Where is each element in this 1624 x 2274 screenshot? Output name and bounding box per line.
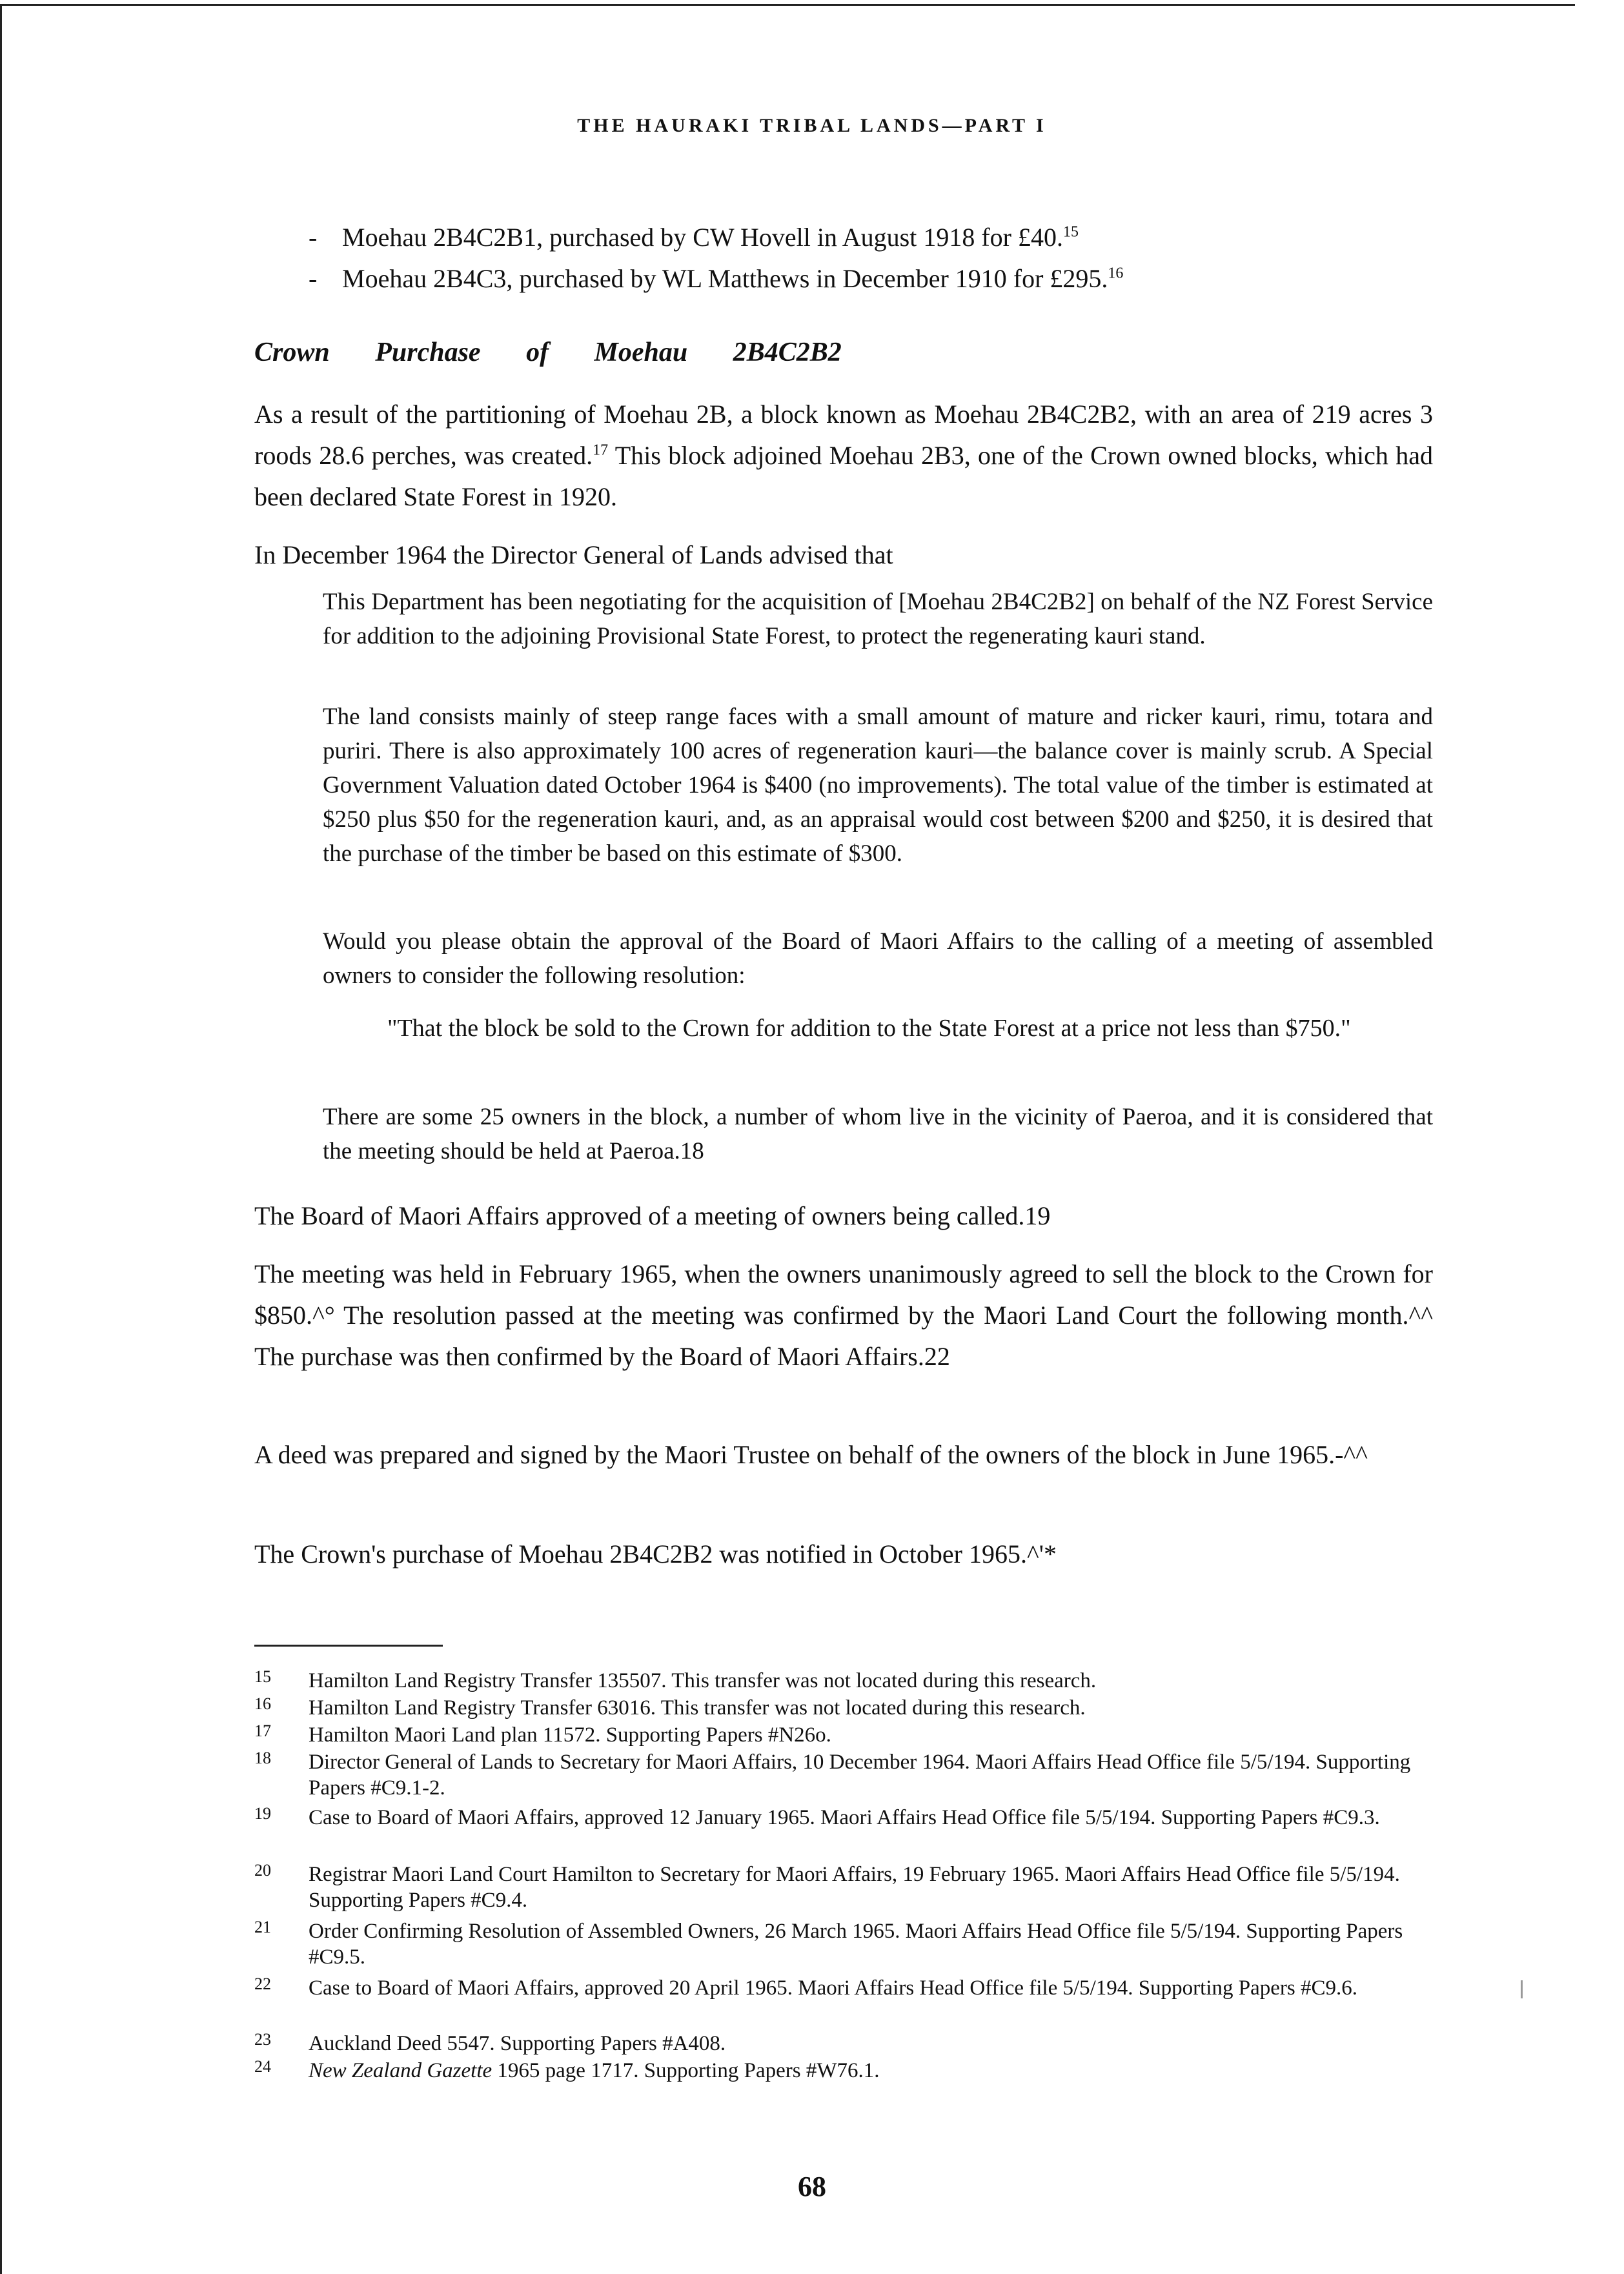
footnote-number: 15 [254,1667,271,1686]
footnote-text: Hamilton Land Registry Transfer 135507. This transfer was not located during this research. [309,1669,1097,1692]
footnote-text: Registrar Maori Land Court Hamilton to Secretary for Maori Affairs, 19 February 1965. Maori Affairs Head Office file 5/5/194. Supporting Papers #C9.4. [309,1863,1400,1912]
footnote-ref: 16 [1108,265,1124,282]
footnote-text: Case to Board of Maori Affairs, approved 20 April 1965. Maori Affairs Head Office file 5/5/194. Supporting Papers #C9.6. [309,1976,1357,2000]
footnote-number: 20 [254,1861,271,1880]
block-quote: Would you please obtain the approval of the Board of Maori Affairs to the calling of a meeting of assembled owners to consider the following resolution: [323,928,1433,989]
bullet-text: Moehau 2B4C3, purchased by WL Matthews in December 1910 for £295. [342,264,1108,293]
footnote-text: Order Confirming Resolution of Assembled Owners, 26 March 1965. Maori Affairs Head Office file 5/5/194. Supporting Papers #C9.5. [309,1920,1403,1969]
publication-title: New Zealand Gazette [309,2059,492,2082]
paragraph: The meeting was held in February 1965, when the owners unanimously agreed to sell the block to the Crown for $850.^° The resolution passed at the meeting was confirmed by the Maori Land Court the following month.^^ The purchase was then confirmed by the Board of Maori Affairs.22 [254,1259,1433,1371]
scan-border-top [0,4,1575,6]
footnote-ref: 17 [593,442,609,459]
paragraph [254,394,1433,518]
paragraph: The Board of Maori Affairs approved of a meeting of owners being called.19 [254,1201,1051,1230]
footnote-number: 19 [254,1804,271,1823]
scan-border-left [0,4,2,2274]
paragraph-text: As a result of the partitioning of Moehau 2B, a block known as Moehau 2B4C2B2, with an area of 219 acres 3 roods 28.6 perches, was created. [254,400,1433,470]
footnote-text: Case to Board of Maori Affairs, approved 12 January 1965. Maori Affairs Head Office file 5/5/194. Supporting Papers #C9.3. [309,1806,1380,1829]
footnote-number: 24 [254,2057,271,2076]
resolution-quote: "That the block be sold to the Crown for addition to the State Forest at a price not less than $750." [387,1015,1351,1042]
footnote-text [309,2058,1433,2084]
bullet-text: Moehau 2B4C2B1, purchased by CW Hovell in August 1918 for £40. [342,223,1063,252]
footnote-number: 23 [254,2030,271,2049]
paragraph: A deed was prepared and signed by the Maori Trustee on behalf of the owners of the block in June 1965.-^^ [254,1440,1368,1469]
running-header: THE HAURAKI TRIBAL LANDS—PART I [577,115,1047,136]
footnote-text: Auckland Deed 5547. Supporting Papers #A408. [309,2032,726,2055]
block-quote: The land consists mainly of steep range faces with a small amount of mature and ricker kauri, rimu, totara and puriri. There is also approximately 100 acres of regeneration kauri—the balance cover is mainly scrub. A Special Government Valuation dated October 1964 is $400 (no improvements). The total value of the timber is estimated at $250 plus $50 for the regeneration kauri, and, as an appraisal would cost between $200 and $250, it is desired that the purchase of the timber be based on this estimate of $300. [323,704,1433,867]
scan-artifact [1521,1980,1523,1998]
block-quote: This Department has been negotiating for the acquisition of [Moehau 2B4C2B2] on behalf of the NZ Forest Service for addition to the adjoining Provisional State Forest, to protect the regenerating kauri stand. [323,589,1433,649]
footnote-number: 21 [254,1918,271,1936]
footnote-text: Hamilton Maori Land plan 11572. Supporting Papers #N26o. [309,1723,831,1747]
footnote-rule [254,1645,443,1647]
bullet-dash: - [309,264,318,293]
paragraph: The Crown's purchase of Moehau 2B4C2B2 was notified in October 1965.^'* [254,1539,1057,1568]
footnote-text: Director General of Lands to Secretary for Maori Affairs, 10 December 1964. Maori Affairs Head Office file 5/5/194. Supporting Papers #C9.1-2. [309,1751,1411,1800]
paragraph-text: This block adjoined Moehau 2B3, one of the Crown owned blocks, which had been declared State Forest in 1920. [254,441,1433,511]
bullet-item [309,258,1123,299]
bullet-dash: - [309,223,318,252]
footnote-number: 17 [254,1721,271,1740]
footnote-ref: 15 [1062,223,1079,241]
section-heading: Crown Purchase of Moehau 2B4C2B2 [254,338,842,367]
footnote-number: 18 [254,1749,271,1767]
paragraph: In December 1964 the Director General of Lands advised that [254,540,893,569]
footnote-text: Hamilton Land Registry Transfer 63016. This transfer was not located during this research. [309,1696,1086,1720]
footnote-number: 22 [254,1975,271,1993]
footnote-number: 16 [254,1694,271,1713]
block-quote: There are some 25 owners in the block, a number of whom live in the vicinity of Paeroa, and it is considered that the meeting should be held at Paeroa.18 [323,1104,1433,1164]
footnote-text-rest: 1965 page 1717. Supporting Papers #W76.1. [492,2059,880,2082]
page-number: 68 [798,2171,826,2202]
bullet-item [309,217,1079,258]
